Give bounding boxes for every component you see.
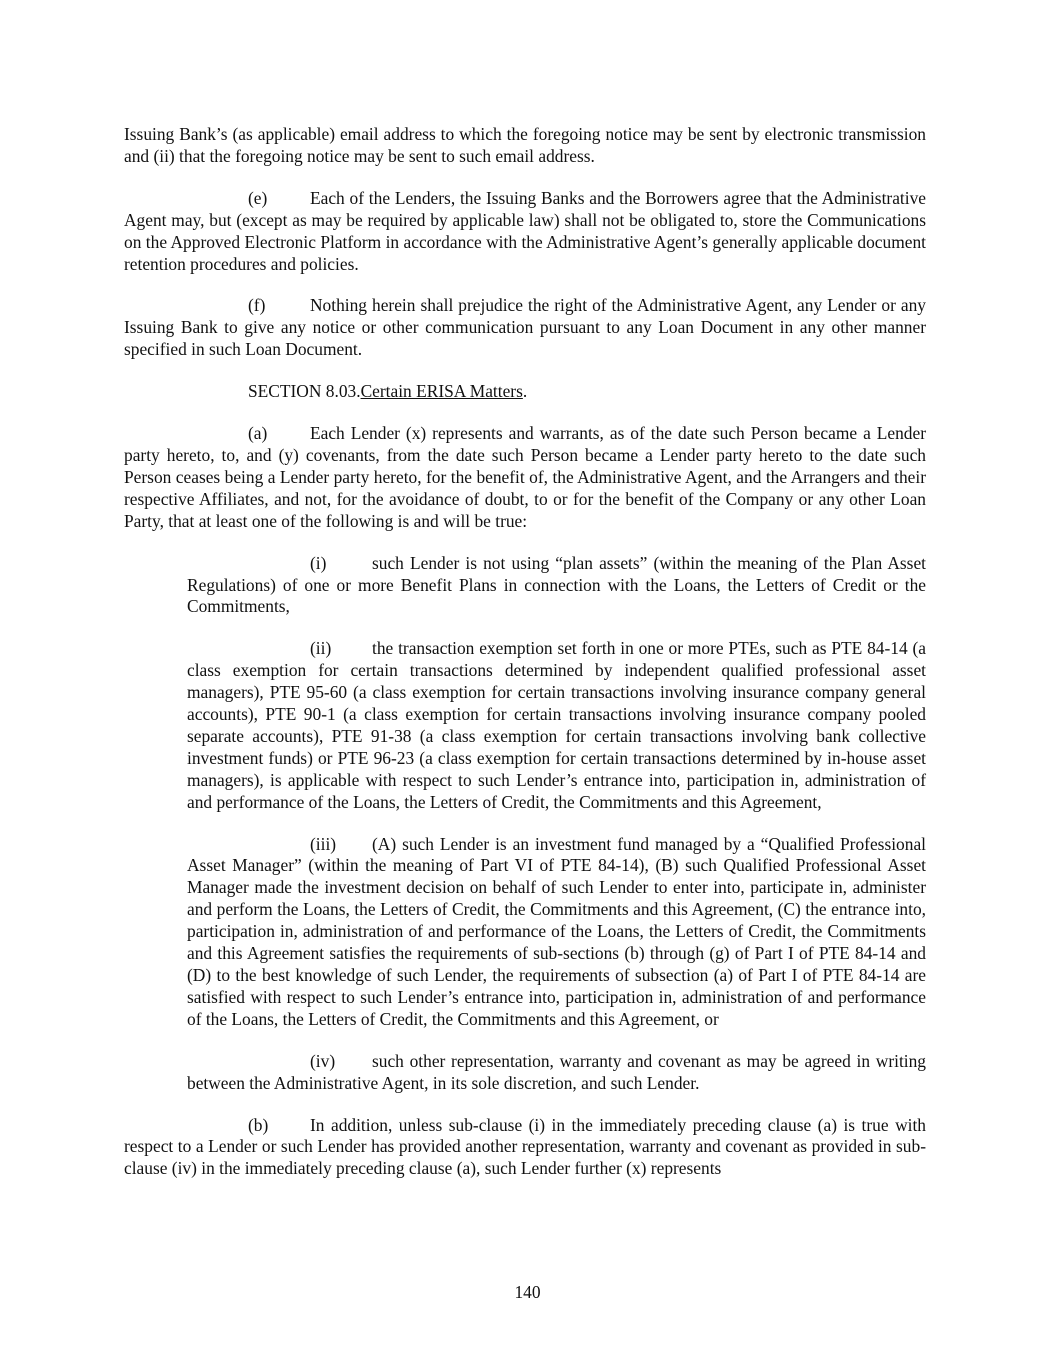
paragraph-a xyxy=(124,423,926,533)
subclause-label: (ii) xyxy=(310,638,332,659)
subclause-text: (A) such Lender is an investment fund managed by a “Qualified Professional Asset Manager” (within the meaning of Part VI of PTE 84-14), (B) such Qualified Professional Asset Manager made the investment decision on behalf of such Lender to enter into, participate in, administer and perform the Loans, the Letters of Credit, the Commitments and this Agreement, (C) the entrance into, participation in, administration of and performance of the Loans, the Letters of Credit, the Commitments and this Agreement satisfies the requirements of sub-sections (b) through (g) of Part I of PTE 84-14 and (D) to the best knowledge of such Lender, the requirements of subsection (a) of Part I of PTE 84-14 are satisfied with respect to such Lender’s entrance into, participation in, administration of and performance of the Loans, the Letters of Credit, the Commitments and this Agreement, or xyxy=(187,833,926,1029)
subclause-ii xyxy=(187,638,926,813)
subclause-iii xyxy=(187,834,926,1031)
subclause-label: (i) xyxy=(310,552,327,573)
subclause-text: such other representation, warranty and covenant as may be agreed in writing between the Administrative Agent, in its sole discretion, and such Lender. xyxy=(187,1050,926,1093)
section-period: . xyxy=(522,381,528,402)
page-number: 140 xyxy=(514,1282,541,1302)
continuation-paragraph: Issuing Bank’s (as applicable) email address to which the foregoing notice may be sent by electronic transmission and (ii) that the foregoing notice may be sent to such email address. xyxy=(124,124,926,166)
paragraph-label: (f) xyxy=(248,295,266,316)
paragraph-label: (a) xyxy=(248,423,268,444)
subclause-text: the transaction exemption set forth in one or more PTEs, such as PTE 84-14 (a class exemption for certain transactions determined by independent qualified professional asset managers), PTE 95-60 (a class exemption for certain transactions involving insurance company general accounts), PTE 90-1 (a class exemption for certain transactions involving insurance company pooled separate accounts), PTE 91-38 (a class exemption for certain transactions involving bank collective investment funds) or PTE 96-23 (a class exemption for certain transactions determined by in-house asset managers), is applicable with respect to such Lender’s entrance into, participation in, administration of and performance of the Loans, the Letters of Credit, the Commitments and this Agreement, xyxy=(187,638,926,812)
subclause-label: (iii) xyxy=(310,833,337,854)
section-title: Certain ERISA Matters xyxy=(360,381,523,402)
paragraph-e xyxy=(124,188,926,276)
subclause-iv xyxy=(187,1051,926,1095)
paragraph-label: (b) xyxy=(248,1114,269,1135)
paragraph-text: Each Lender (x) represents and warrants, as of the date such Person became a Lender party hereto, to, and (y) covenants, from the date such Person became a Lender party hereto to the date such Person ceases being a Lender party hereto, for the benefit of, the Administrative Agent, and the Arrangers and their respective Affiliates, and not, for the avoidance of doubt, to or for the benefit of the Company or any other Loan Party, that at least one of the following is and will be true: xyxy=(124,423,926,531)
subclause-label: (iv) xyxy=(310,1050,336,1071)
paragraph-f xyxy=(124,295,926,361)
paragraph-text: Each of the Lenders, the Issuing Banks and the Borrowers agree that the Administrative Agent may, but (except as may be required by applicable law) shall not be obligated to, store the Communications on the Approved Electronic Platform in accordance with the Administrative Agent’s generally applicable document retention procedures and policies. xyxy=(124,187,926,274)
document-page xyxy=(124,124,926,1180)
paragraph-label: (e) xyxy=(248,187,268,208)
paragraph-b xyxy=(124,1115,926,1181)
subclause-text: such Lender is not using “plan assets” (within the meaning of the Plan Asset Regulations) of one or more Benefit Plans in connection with the Loans, the Letters of Credit or the Commitments, xyxy=(187,552,926,617)
paragraph-text: Nothing herein shall prejudice the right of the Administrative Agent, any Lender or any Issuing Bank to give any notice or other communication pursuant to any Loan Document in any other manner specified in such Loan Document. xyxy=(124,295,926,360)
paragraph-text: In addition, unless sub-clause (i) in the immediately preceding clause (a) is true with respect to a Lender or such Lender has provided another representation, warranty and covenant as provided in sub-clause (iv) in the immediately preceding clause (a), such Lender further (x) represents xyxy=(124,1114,926,1179)
subclause-i xyxy=(187,553,926,619)
section-number: SECTION 8.03. xyxy=(248,381,361,402)
section-heading xyxy=(248,381,926,403)
